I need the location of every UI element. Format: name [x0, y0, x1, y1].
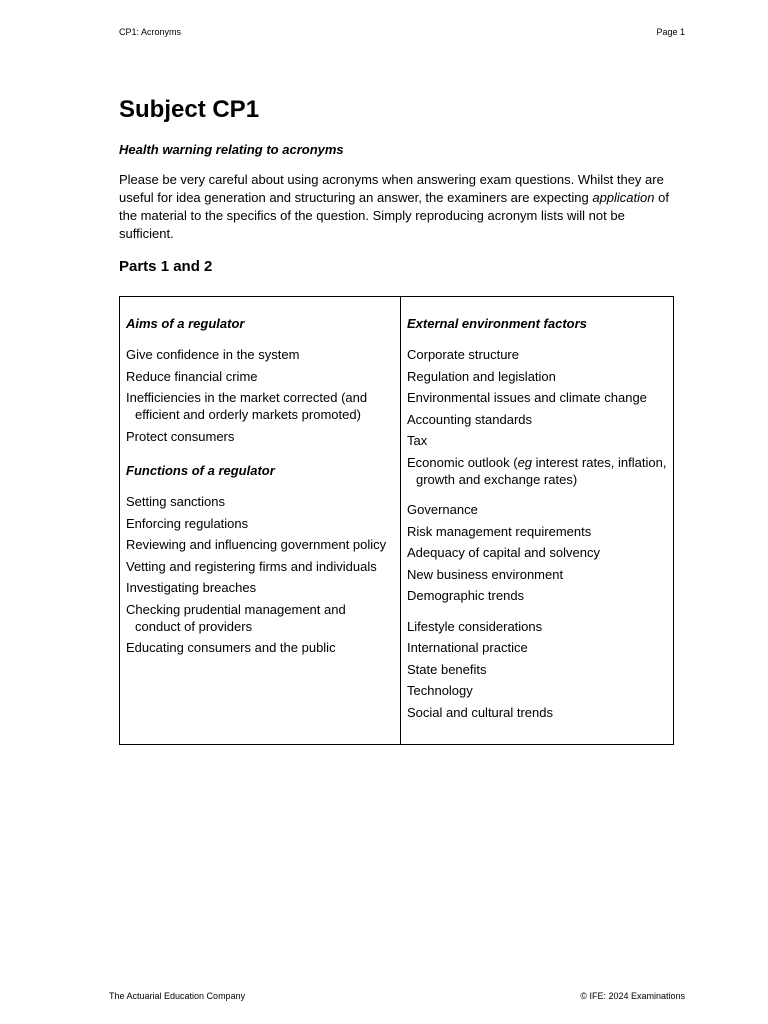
economic-text-end: interest rates, inflation, growth and exchange rates): [416, 454, 667, 487]
list-item: Reduce financial crime: [126, 368, 258, 384]
list-item: Social and cultural trends: [407, 704, 553, 720]
list-item: Checking prudential management and conduct of providers: [126, 601, 346, 634]
acronym-table: [119, 296, 674, 745]
list-item: Reviewing and influencing government policy: [126, 537, 387, 552]
list-item: Inefficiencies in the market corrected (and efficient and orderly markets promoted): [126, 390, 368, 422]
page-header-left: CP1: Acronyms: [119, 27, 182, 37]
economic-text-start: Economic outlook (: [407, 454, 518, 470]
list-item: State benefits: [407, 661, 487, 677]
list-item: Give confidence in the system: [126, 347, 300, 362]
list-item: Lifestyle considerations: [407, 618, 543, 634]
list-item: Setting sanctions: [126, 494, 226, 509]
functions-title: Functions of a regulator: [126, 463, 275, 478]
intro-text-start: Please be very careful about using acronyms when answering exam questions. Whilst they are useful for idea generation and structuring an answer, the examiners are expecting: [119, 172, 664, 205]
left-column: [120, 297, 401, 744]
page-number: Page 1: [656, 27, 685, 37]
list-item: Risk management requirements: [407, 523, 592, 539]
list-item: Governance: [407, 502, 478, 517]
intro-emphasis: application: [592, 190, 655, 205]
list-item: Educating consumers and the public: [126, 640, 336, 655]
list-item: Adequacy of capital and solvency: [407, 545, 600, 560]
list-item: International practice: [407, 640, 528, 655]
list-item: New business environment: [407, 566, 564, 582]
economic-outlook-item: [407, 454, 667, 488]
list-item: Vetting and registering firms and individuals: [126, 558, 377, 574]
section-heading: Parts 1 and 2: [119, 258, 213, 275]
warning-heading: Health warning relating to acronyms: [119, 142, 344, 157]
list-item: Investigating breaches: [126, 580, 257, 595]
page-title: Subject CP1: [119, 96, 260, 123]
aims-title: Aims of a regulator: [126, 316, 245, 331]
right-column: [401, 297, 673, 744]
intro-paragraph: [119, 171, 679, 243]
list-item: Technology: [407, 683, 473, 698]
intro-text-end: of the material to the specifics of the question. Simply reproducing acronym lists will not be sufficient.: [119, 190, 669, 241]
external-factors-title: External environment factors: [407, 316, 587, 331]
list-item: Enforcing regulations: [126, 515, 249, 531]
economic-emphasis: eg: [517, 454, 533, 470]
list-item: Regulation and legislation: [407, 368, 556, 384]
list-item: Demographic trends: [407, 588, 525, 603]
list-item: Corporate structure: [407, 347, 519, 362]
list-item: Accounting standards: [407, 411, 533, 427]
footer-left: The Actuarial Education Company: [109, 991, 246, 1001]
list-item: Tax: [407, 433, 428, 448]
list-item: Environmental issues and climate change: [407, 390, 647, 405]
list-item: Protect consumers: [126, 428, 235, 444]
footer-right: © IFE: 2024 Examinations: [580, 991, 685, 1001]
